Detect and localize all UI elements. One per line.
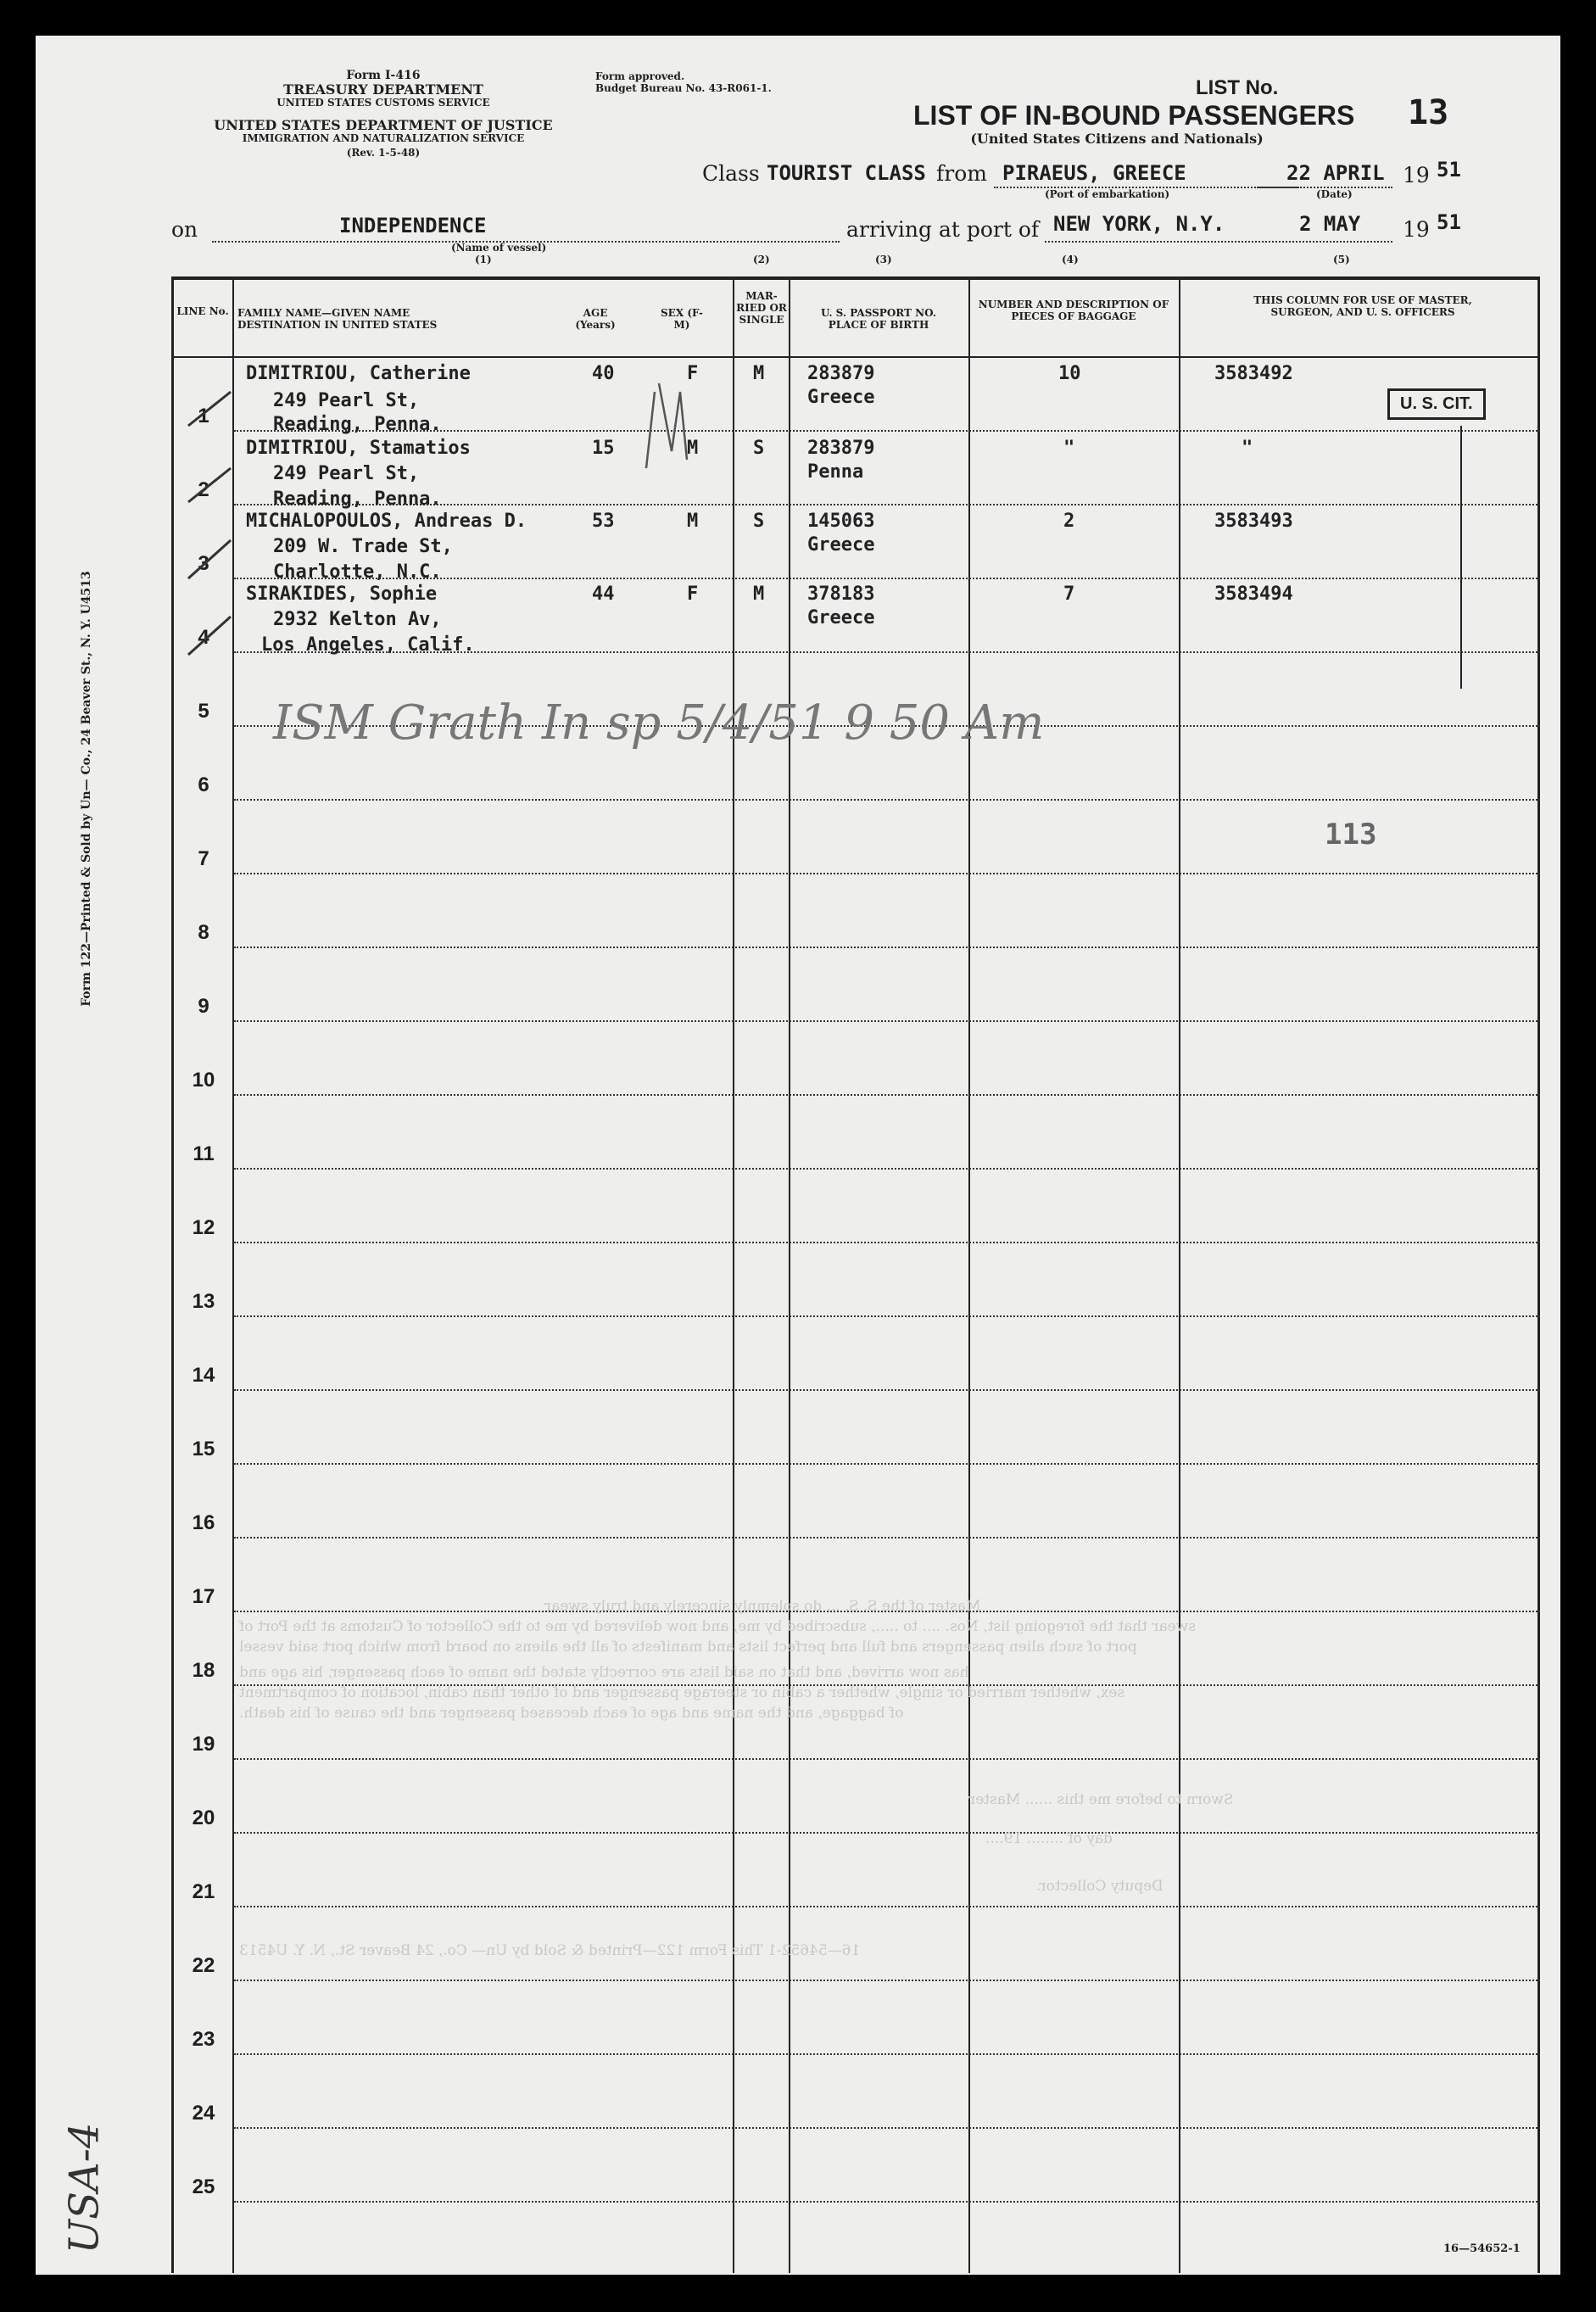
line-number: 16 xyxy=(192,1511,215,1534)
row-dotline xyxy=(234,1168,1540,1170)
bleed-through-text: sex, whether married or single, whether a cabin or steerage passenger and of other than cabin, location of compartment xyxy=(239,1684,1125,1701)
port-caption: (Port of embarkation) xyxy=(1045,188,1170,200)
col-header-passport: U. S. PASSPORT NO. PLACE OF BIRTH xyxy=(820,307,937,331)
justice-dept: UNITED STATES DEPARTMENT OF JUSTICE xyxy=(214,117,553,133)
line-number: 19 xyxy=(192,1733,215,1756)
vessel-name: INDEPENDENCE xyxy=(339,214,487,237)
passenger-name: SIRAKIDES, Sophie xyxy=(246,584,438,605)
passenger-address: 249 Pearl St, xyxy=(273,463,420,484)
vessel-col-num: (1) xyxy=(475,254,492,265)
row-dotline xyxy=(234,1463,1540,1465)
date-caption: (Date) xyxy=(1316,188,1353,200)
line-number: 9 xyxy=(198,995,209,1018)
passenger-address: 249 Pearl St, xyxy=(273,390,420,411)
passenger-passport: 378183 xyxy=(807,584,875,605)
list-no-value: 13 xyxy=(1408,93,1449,132)
col-num-5: (5) xyxy=(1333,254,1350,265)
line-number: 13 xyxy=(192,1290,215,1313)
passenger-officer-no: 3583493 xyxy=(1214,511,1293,532)
customs-service: UNITED STATES CUSTOMS SERVICE xyxy=(276,97,490,109)
passenger-city: Los Angeles, Calif. xyxy=(261,634,475,656)
col-num-2: (2) xyxy=(753,254,770,265)
stamp-number: 113 xyxy=(1325,818,1377,852)
row-dotline xyxy=(234,1389,1540,1391)
passenger-passport: 283879 xyxy=(807,363,875,384)
arrival-year: 51 xyxy=(1437,210,1461,234)
col-header-sex: SEX (F-M) xyxy=(661,307,703,331)
passenger-age: 15 xyxy=(592,438,615,459)
from-label: from xyxy=(936,161,987,186)
line-number: 22 xyxy=(192,1954,215,1977)
vessel-caption: (Name of vessel) xyxy=(451,242,547,254)
margin-handwriting: USA-4 xyxy=(60,2122,109,2254)
treasury-dept: TREASURY DEPARTMENT xyxy=(283,81,483,98)
inspector-signature: ISM Grath In sp 5/4/51 9 50 Am xyxy=(273,695,1045,751)
passenger-marital: M xyxy=(753,363,765,384)
page-title: LIST OF IN-BOUND PASSENGERS xyxy=(913,100,1355,131)
ins-service: IMMIGRATION AND NATURALIZATION SERVICE xyxy=(242,132,525,144)
line-number: 24 xyxy=(192,2102,215,2125)
passenger-sex: M xyxy=(687,511,699,532)
embark-date: 22 APRIL xyxy=(1286,161,1385,185)
footer-code: 16—54652-1 xyxy=(1443,2242,1521,2255)
on-label: on xyxy=(171,217,198,242)
col-divider xyxy=(1179,276,1180,2273)
year-prefix: 19 xyxy=(1403,163,1430,187)
passenger-age: 53 xyxy=(592,511,615,532)
passenger-age: 44 xyxy=(592,584,615,605)
embark-port: PIRAEUS, GREECE xyxy=(1002,161,1186,185)
passenger-name: DIMITRIOU, Catherine xyxy=(246,363,471,384)
row-dotline xyxy=(234,799,1540,801)
passenger-name: DIMITRIOU, Stamatios xyxy=(246,438,471,459)
line-number: 3 xyxy=(198,552,209,575)
passenger-name: MICHALOPOULOS, Andreas D. xyxy=(246,511,527,532)
bleed-through-text: of baggage, and the name and age of each deceased passenger and the cause of his death. xyxy=(239,1705,904,1722)
class-label: Class xyxy=(702,161,760,186)
col-divider xyxy=(968,276,970,2273)
printer-side-text: Form 122—Printed & Sold by Un— Co., 24 Beaver St., N. Y. U4513 xyxy=(80,571,93,1007)
bleed-through-text: port of such alien passengers and full and perfect lists and manifests of all the aliens on board from which port said vessel xyxy=(239,1639,1137,1656)
passenger-baggage: 10 xyxy=(1058,363,1081,384)
arrival-dotline xyxy=(1045,241,1392,243)
line-number: 15 xyxy=(192,1438,215,1460)
row-dotline xyxy=(234,947,1540,948)
line-number: 25 xyxy=(192,2175,215,2198)
stamp-bracket xyxy=(1460,426,1462,689)
row-dotline xyxy=(234,2127,1540,2129)
line-number: 18 xyxy=(192,1659,215,1682)
row-dotline xyxy=(234,2201,1540,2203)
row-dotline xyxy=(234,1094,1540,1096)
passenger-baggage: 7 xyxy=(1063,584,1075,605)
line-number: 12 xyxy=(192,1216,215,1239)
row-dotline xyxy=(234,1242,1540,1243)
arrival-port: NEW YORK, N.Y. xyxy=(1053,212,1225,236)
line-number: 5 xyxy=(198,700,209,723)
form-approved: Form approved. xyxy=(595,70,685,82)
bleed-through-text: day of ........ 19.... xyxy=(985,1830,1113,1847)
row-dotline xyxy=(234,1020,1540,1022)
row-dotline xyxy=(234,1537,1540,1539)
passenger-age: 40 xyxy=(592,363,615,384)
passenger-marital: S xyxy=(753,511,765,532)
passenger-passport: 283879 xyxy=(807,438,875,459)
bleed-through-text: Master of the S. S. ... do solemnly sincerely and truly swear xyxy=(544,1598,981,1615)
list-no-label: LIST No. xyxy=(1196,76,1279,99)
col-header-baggage: NUMBER AND DESCRIPTION OF PIECES OF BAGGAGE xyxy=(978,299,1169,322)
bleed-through-text: Deputy Collector. xyxy=(1036,1878,1164,1895)
passenger-birthplace: Greece xyxy=(807,534,875,556)
line-number: 7 xyxy=(198,847,209,870)
passenger-address: 209 W. Trade St, xyxy=(273,536,453,557)
line-number: 2 xyxy=(198,478,209,501)
col-num-4: (4) xyxy=(1062,254,1079,265)
passenger-officer-no: 3583492 xyxy=(1214,363,1293,384)
passenger-birthplace: Greece xyxy=(807,607,875,628)
bleed-through-text: Sworn to before me this ...... Master xyxy=(968,1791,1234,1808)
passenger-sex: F xyxy=(687,363,699,384)
arriving-label: arriving at port of xyxy=(846,217,1040,242)
passenger-marital: M xyxy=(753,584,765,605)
line-number: 1 xyxy=(198,405,209,427)
col-header-officers: THIS COLUMN FOR USE OF MASTER, SURGEON, AND U. S. OFFICERS xyxy=(1253,294,1472,318)
row-dotline xyxy=(234,1906,1540,1907)
passenger-officer-no: " xyxy=(1242,438,1253,459)
bleed-through-text: swear that the foregoing list, Nos. .... to ....., subscribed by me, and now delivered by me to the Collector of Customs at the Port of xyxy=(239,1618,1196,1635)
col-num-3: (3) xyxy=(875,254,892,265)
passenger-birthplace: Greece xyxy=(807,387,875,408)
arrival-date: 2 MAY xyxy=(1299,212,1361,236)
col-header-married: MAR-RIED OR SINGLE xyxy=(736,290,787,326)
row-dotline xyxy=(234,1980,1540,1981)
passenger-sex: F xyxy=(687,584,699,605)
passenger-city: Charlotte, N.C. xyxy=(273,561,442,583)
budget-bureau: Budget Bureau No. 43-R061-1. xyxy=(595,82,772,94)
passenger-baggage: 2 xyxy=(1063,511,1075,532)
line-number: 6 xyxy=(198,773,209,796)
passenger-sex: M xyxy=(687,438,699,459)
col-divider xyxy=(733,276,734,2273)
passenger-baggage: " xyxy=(1063,438,1075,459)
line-number: 20 xyxy=(192,1807,215,1829)
header-separator xyxy=(171,356,1540,358)
bleed-through-text: 16—54652-1 This Form 122—Printed & Sold by Un— Co., 24 Beaver St., N. Y. U4513 xyxy=(239,1942,861,1959)
col-header-line-no: LINE No. xyxy=(176,305,229,317)
embark-year: 51 xyxy=(1437,158,1461,181)
row-dotline xyxy=(234,1832,1540,1834)
passenger-city: Reading, Penna. xyxy=(273,489,442,510)
passenger-birthplace: Penna xyxy=(807,461,864,483)
revision: (Rev. 1-5-48) xyxy=(346,147,421,159)
row-dotline xyxy=(234,2053,1540,2055)
arrival-year-prefix: 19 xyxy=(1403,217,1430,242)
form-number: Form I-416 xyxy=(346,69,421,82)
row-dotline xyxy=(234,873,1540,874)
class-value: TOURIST CLASS xyxy=(767,161,926,185)
line-number: 11 xyxy=(193,1142,215,1165)
row-dotline xyxy=(234,1315,1540,1317)
check-marks xyxy=(180,358,282,714)
passenger-address: 2932 Kelton Av, xyxy=(273,609,442,630)
handwritten-bracket xyxy=(621,375,697,477)
bleed-through-text: has now arrived, and that on said lists are correctly stated the name of each passenger, his age and xyxy=(239,1664,969,1681)
line-number: 21 xyxy=(192,1880,215,1903)
passenger-officer-no: 3583494 xyxy=(1214,584,1293,605)
col-header-name: FAMILY NAME—GIVEN NAME DESTINATION IN UNITED STATES xyxy=(237,307,438,331)
line-number: 10 xyxy=(192,1069,215,1092)
passenger-passport: 145063 xyxy=(807,511,875,532)
line-number: 23 xyxy=(192,2028,215,2051)
row-dotline xyxy=(234,1758,1540,1760)
passenger-marital: S xyxy=(753,438,765,459)
passenger-manifest-page xyxy=(36,36,1560,2275)
line-number: 17 xyxy=(192,1585,215,1608)
passenger-city: Reading, Penna. xyxy=(273,414,442,435)
us-citizen-stamp: U. S. CIT. xyxy=(1387,388,1486,420)
page-subtitle: (United States Citizens and Nationals) xyxy=(970,131,1264,147)
col-header-age: AGE (Years) xyxy=(575,307,616,331)
col-divider xyxy=(789,276,790,2273)
line-number: 8 xyxy=(198,921,209,944)
line-number: 4 xyxy=(198,626,209,649)
line-number: 14 xyxy=(192,1364,215,1387)
